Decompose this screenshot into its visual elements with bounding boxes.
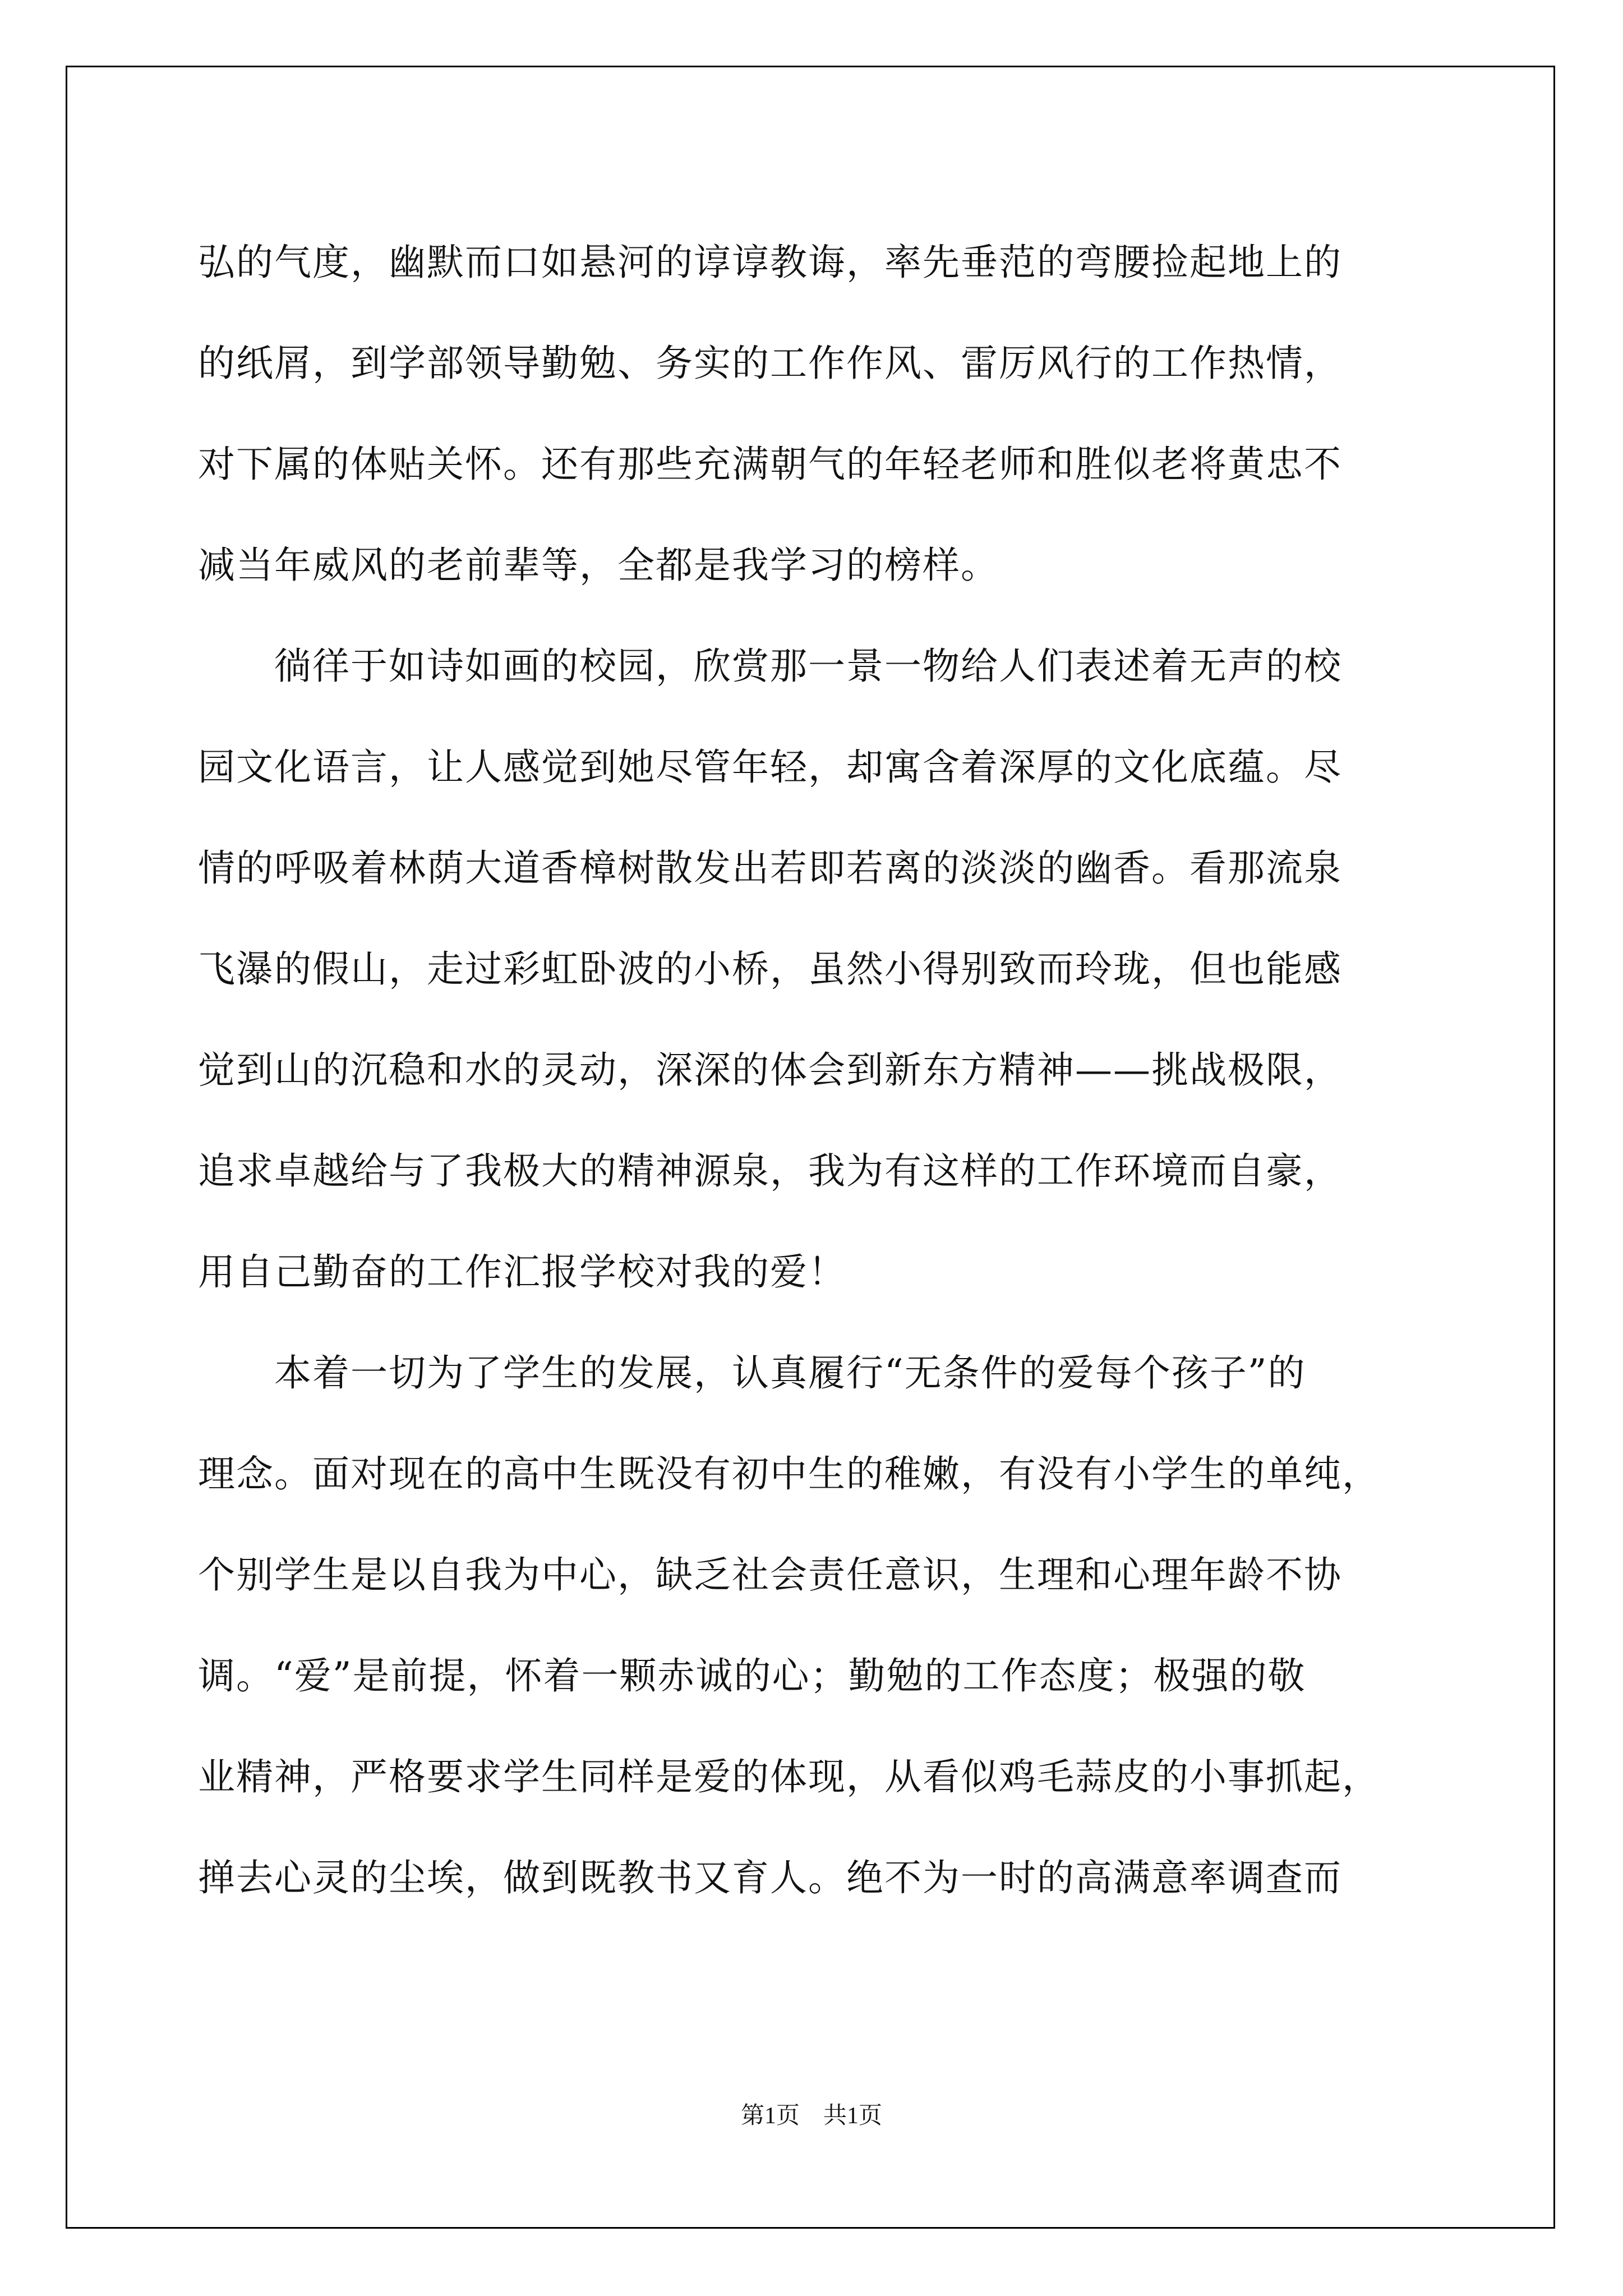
text-line: 掸去心灵的尘埃，做到既教书又育人。绝不为一时的高满意率调查而 <box>198 1856 1342 1899</box>
page-number: 第1页 <box>740 2103 800 2129</box>
document-body <box>198 212 1488 1929</box>
page-footer <box>0 2097 1623 2131</box>
text-line: 理念。面对现在的高中生既没有初中生的稚嫩，有没有小学生的单纯， <box>198 1452 1380 1496</box>
page-total: 共1页 <box>823 2103 883 2129</box>
text-line: 用自己勤奋的工作汇报学校对我的爱！ <box>198 1250 846 1294</box>
text-line: 园文化语言，让人感觉到她尽管年轻，却寓含着深厚的文化底蕴。尽 <box>198 746 1342 789</box>
text-line: 追求卓越给与了我极大的精神源泉，我为有这样的工作环境而自豪， <box>198 1149 1342 1193</box>
text-line: 减当年威风的老前辈等，全都是我学习的榜样。 <box>198 544 999 587</box>
text-line: 情的呼吸着林荫大道香樟树散发出若即若离的淡淡的幽香。看那流泉 <box>198 846 1342 890</box>
text-line: 觉到山的沉稳和水的灵动，深深的体会到新东方精神——挑战极限， <box>198 1048 1342 1092</box>
text-line: 调。“爱”是前提，怀着一颗赤诚的心；勤勉的工作态度；极强的敬 <box>198 1654 1306 1697</box>
text-line: 飞瀑的假山，走过彩虹卧波的小桥，虽然小得别致而玲珑，但也能感 <box>198 947 1342 991</box>
text-line: 徜徉于如诗如画的校园，欣赏那一景一物给人们表述着无声的校 <box>198 645 1342 688</box>
text-line: 个别学生是以自我为中心，缺乏社会责任意识，生理和心理年龄不协 <box>198 1553 1342 1596</box>
text-line: 弘的气度，幽默而口如悬河的谆谆教诲，率先垂范的弯腰捡起地上的 <box>198 241 1342 284</box>
text-line: 的纸屑，到学部领导勤勉、务实的工作作风、雷厉风行的工作热情， <box>198 342 1342 385</box>
text-line: 对下属的体贴关怀。还有那些充满朝气的年轻老师和胜似老将黄忠不 <box>198 443 1342 486</box>
text-line: 本着一切为了学生的发展，认真履行“无条件的爱每个孩子”的 <box>198 1351 1306 1395</box>
text-line: 业精神，严格要求学生同样是爱的体现，从看似鸡毛蒜皮的小事抓起， <box>198 1755 1380 1798</box>
